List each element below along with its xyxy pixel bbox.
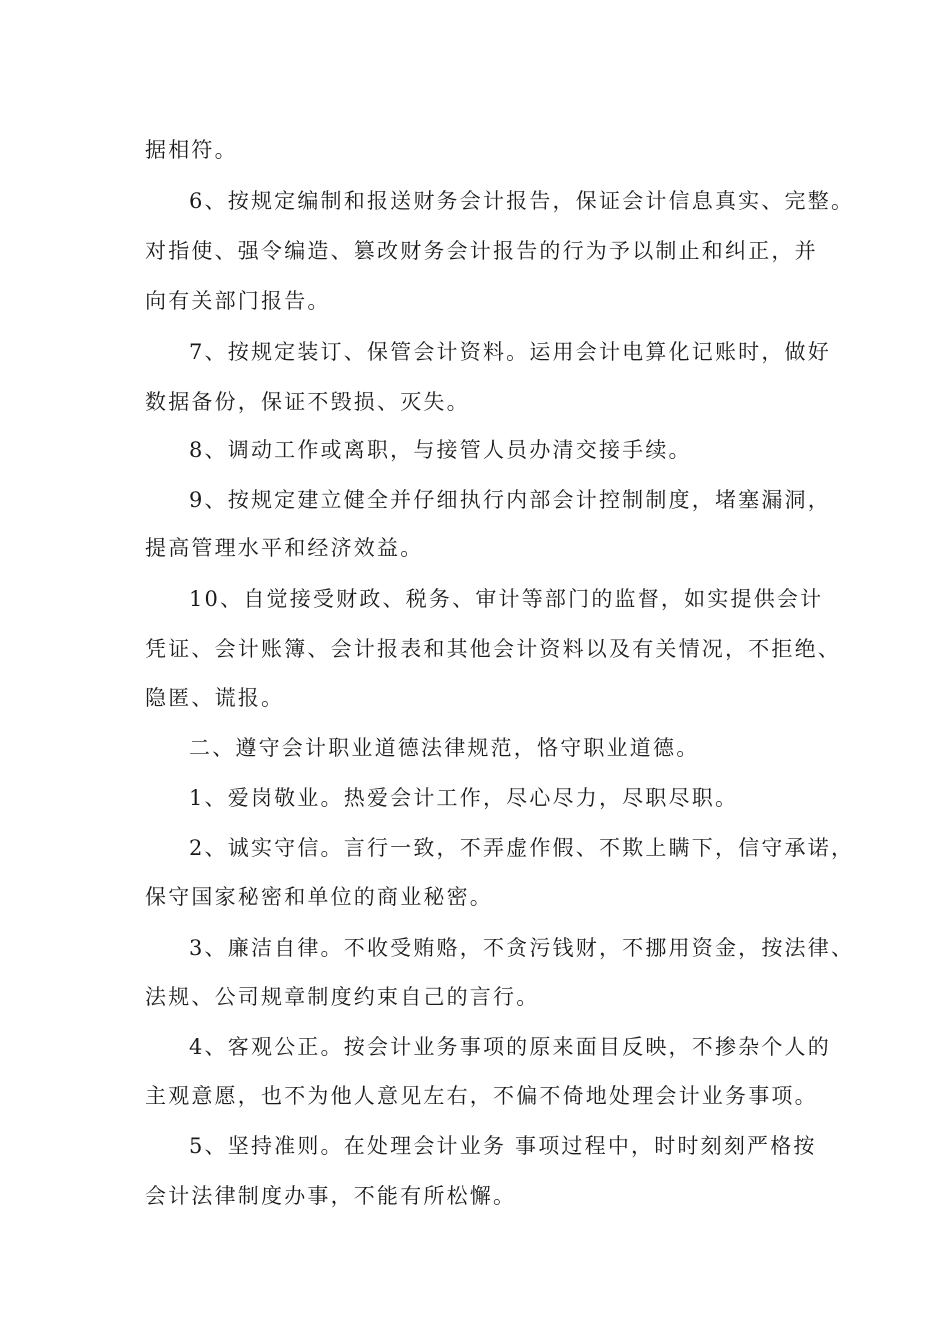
text-line-1: 据相符。 [145,138,238,162]
text-line-20: 主观意愿，也不为他人意见左右，不偏不倚地处理会计业务事项。 [145,1084,818,1108]
text-line-13: 二、遵守会计职业道德法律规范，恪守职业道德。 [189,736,700,760]
text-line-5: 7、按规定装订、保管会计资料。运用会计电算化记账时，做好 [189,340,831,364]
text-line-17: 3、廉洁自律。不收受贿赂，不贪污钱财，不挪用资金，按法律、 [189,936,855,960]
text-line-8: 9、按规定建立健全并仔细执行内部会计控制制度，堵塞漏洞， [189,488,831,512]
text-line-19: 4、客观公正。按会计业务事项的原来面目反映，不掺杂个人的 [189,1035,831,1059]
text-line-9: 提高管理水平和经济效益。 [145,536,424,560]
text-line-11: 凭证、会计账簿、会计报表和其他会计资料以及有关情况，不拒绝、 [145,637,841,661]
text-line-12: 隐匿、谎报。 [145,686,285,710]
text-line-6: 数据备份，保证不毁损、灭失。 [145,390,470,414]
text-line-3: 对指使、强令编造、篡改财务会计报告的行为予以制止和纠正，并 [145,239,818,263]
text-line-16: 保守国家秘密和单位的商业秘密。 [145,885,493,909]
text-line-18: 法规、公司规章制度约束自己的言行。 [145,985,540,1009]
text-line-22: 会计法律制度办事，不能有所松懈。 [145,1184,517,1208]
text-line-21: 5、坚持准则。在处理会计业务 事项过程中，时时刻刻严格按 [189,1134,817,1158]
text-line-7: 8、调动工作或离职，与接管人员办清交接手续。 [189,438,692,462]
text-line-15: 2、诚实守信。言行一致，不弄虚作假、不欺上瞒下，信守承诺， [189,836,855,860]
text-line-4: 向有关部门报告。 [145,289,331,313]
text-line-2: 6、按规定编制和报送财务会计报告，保证会计信息真实、完整。 [189,189,855,213]
text-line-10: 10、自觉接受财政、税务、审计等部门的监督，如实提供会计 [189,587,824,611]
text-line-14: 1、爱岗敬业。热爱会计工作，尽心尽力，尽职尽职。 [189,786,739,810]
